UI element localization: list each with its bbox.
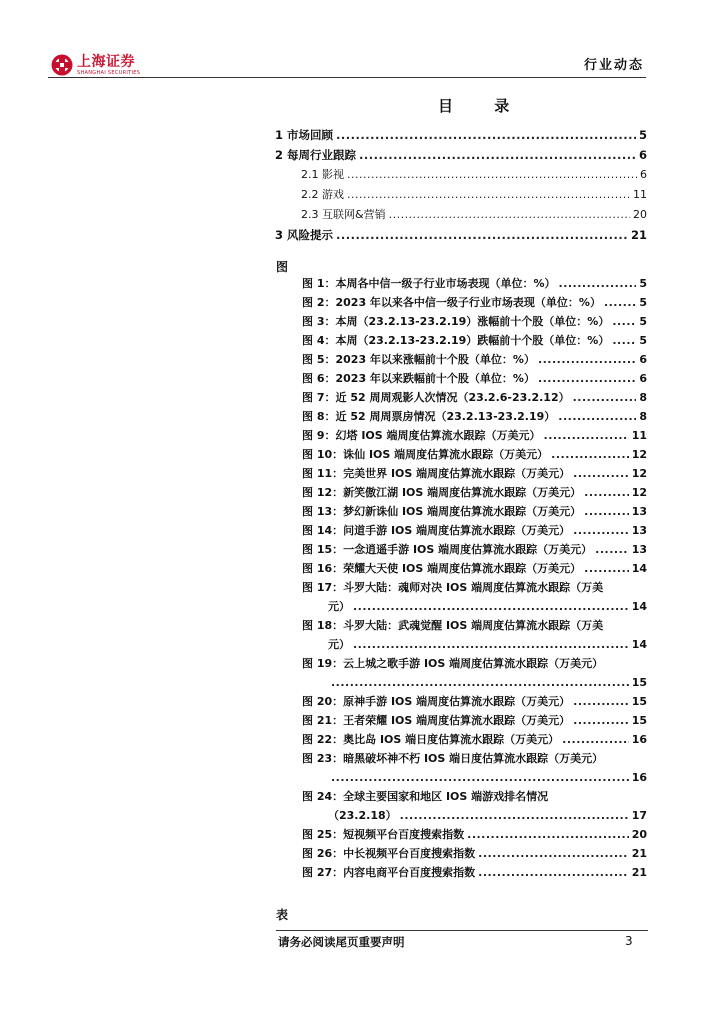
figure-row[interactable] — [302, 844, 647, 863]
figure-entry[interactable] — [302, 464, 647, 483]
figure-row[interactable] — [302, 483, 647, 502]
entry-page-number: 5 — [639, 296, 647, 309]
logo-chinese-name: 上海证券 — [77, 53, 135, 70]
dot-leader — [573, 388, 637, 407]
figure-entry[interactable] — [302, 711, 647, 730]
entry-label: 图 6：2023 年以来跌幅前十个股（单位：%） — [302, 372, 535, 385]
header-divider — [48, 77, 646, 78]
entry-label: 图 5：2023 年以来涨幅前十个股（单位：%） — [302, 353, 535, 366]
toc-entry[interactable] — [275, 125, 647, 145]
entry-page-number: 6 — [639, 372, 647, 385]
entry-page-number: 14 — [631, 562, 647, 575]
entry-label: 2 每周行业跟踪 — [275, 148, 357, 162]
entry-label: 图 25：短视频平台百度搜索指数 — [302, 828, 465, 841]
entry-label: 图 7：近 52 周周观影人次情况（23.2.6-23.2.12） — [302, 391, 570, 404]
entry-label: 元） — [328, 638, 350, 651]
figure-entry[interactable] — [302, 274, 647, 293]
figure-row[interactable] — [302, 274, 647, 293]
figure-continuation[interactable] — [302, 768, 647, 787]
entry-label: 2.3 互联网&营销 — [301, 208, 386, 221]
company-logo-icon — [50, 53, 74, 77]
entry-page-number: 13 — [631, 505, 647, 518]
dot-leader — [347, 185, 630, 205]
dot-leader — [336, 125, 636, 145]
entry-page-number: 13 — [631, 524, 647, 537]
dot-leader — [584, 502, 629, 521]
figure-entry[interactable] — [302, 616, 647, 654]
dot-leader — [353, 635, 629, 654]
dot-leader — [573, 521, 629, 540]
figure-label: 图 24：全球主要国家和地区 IOS 端游戏排名情况 — [302, 790, 549, 803]
dot-leader — [544, 426, 629, 445]
dot-leader — [558, 407, 636, 426]
page-number: 3 — [625, 934, 633, 948]
figure-entry[interactable] — [302, 369, 647, 388]
entry-label: 3 风险提示 — [275, 228, 334, 242]
figure-row[interactable] — [302, 350, 647, 369]
entry-page-number: 5 — [638, 128, 647, 142]
figure-row[interactable] — [302, 825, 647, 844]
dot-leader — [478, 863, 629, 882]
figure-entry[interactable] — [302, 863, 647, 882]
figure-row[interactable] — [302, 464, 647, 483]
toc-entry[interactable] — [275, 205, 647, 225]
figure-continuation[interactable] — [302, 673, 647, 692]
entry-label: 2.1 影视 — [301, 168, 344, 181]
figure-row[interactable] — [302, 692, 647, 711]
figure-label: 图 17：斗罗大陆：魂师对决 IOS 端周度估算流水跟踪（万美 — [302, 581, 604, 594]
entry-page-number: 6 — [639, 353, 647, 366]
entry-page-number: 14 — [631, 638, 647, 651]
dot-leader — [538, 350, 636, 369]
dot-leader — [584, 483, 629, 502]
dot-leader — [604, 293, 636, 312]
entry-label: 图 14：问道手游 IOS 端周度估算流水跟踪（万美元） — [302, 524, 571, 537]
figure-row[interactable] — [302, 388, 647, 407]
figure-entry[interactable] — [302, 521, 647, 540]
entry-page-number: 17 — [631, 809, 647, 822]
figure-continuation[interactable] — [302, 597, 647, 616]
figure-entry[interactable] — [302, 312, 647, 331]
figure-entry[interactable] — [302, 825, 647, 844]
entry-label: 图 12：新笑傲江湖 IOS 端周度估算流水跟踪（万美元） — [302, 486, 582, 499]
figure-row[interactable] — [302, 559, 647, 578]
dot-leader — [584, 559, 629, 578]
entry-label: 图 26：中长视频平台百度搜索指数 — [302, 847, 476, 860]
footer-disclaimer: 请务必阅读尾页重要声明 — [278, 935, 405, 949]
toc-entry[interactable] — [275, 165, 647, 185]
figure-entry[interactable] — [302, 540, 647, 559]
dot-leader — [353, 597, 629, 616]
figure-entry[interactable] — [302, 407, 647, 426]
figure-entry[interactable] — [302, 426, 647, 445]
entry-label: 图 2：2023 年以来各中信一级子行业市场表现（单位：%） — [302, 296, 601, 309]
entry-page-number: 16 — [631, 733, 647, 746]
figure-row[interactable] — [302, 730, 647, 749]
entry-page-number: 21 — [630, 228, 647, 242]
entry-label: 1 市场回顾 — [275, 128, 334, 142]
figure-entry[interactable] — [302, 331, 647, 350]
dot-leader — [478, 844, 629, 863]
footer-divider — [276, 930, 648, 931]
entry-page-number: 20 — [633, 208, 647, 221]
entry-page-number: 14 — [631, 600, 647, 613]
figure-label: 图 23：暗黑破坏神不朽 IOS 端日度估算流水跟踪（万美元） — [302, 752, 604, 765]
entry-label: 图 20：原神手游 IOS 端周度估算流水跟踪（万美元） — [302, 695, 571, 708]
figure-continuation[interactable] — [302, 806, 647, 825]
dot-leader — [400, 806, 629, 825]
dot-leader — [573, 711, 629, 730]
entry-label: 图 16：荣耀大天使 IOS 端周度估算流水跟踪（万美元） — [302, 562, 582, 575]
dot-leader — [359, 145, 636, 165]
entry-label: 图 15：一念逍遥手游 IOS 端周度估算流水跟踪（万美元） — [302, 543, 593, 556]
figure-entry[interactable] — [302, 293, 647, 312]
figure-entry[interactable] — [302, 559, 647, 578]
entry-label: 图 13：梦幻新诛仙 IOS 端周度估算流水跟踪（万美元） — [302, 505, 582, 518]
figure-label: 图 18：斗罗大陆：武魂觉醒 IOS 端周度估算流水跟踪（万美 — [302, 619, 604, 632]
figure-entry[interactable] — [302, 730, 647, 749]
figure-entry[interactable] — [302, 388, 647, 407]
dot-leader — [562, 730, 629, 749]
toc-entry[interactable] — [275, 225, 647, 245]
entry-page-number: 21 — [631, 866, 647, 879]
figure-list — [302, 274, 647, 882]
figure-row[interactable] — [302, 312, 647, 331]
figure-row[interactable] — [302, 293, 647, 312]
entry-page-number: 15 — [631, 714, 647, 727]
figure-entry[interactable] — [302, 445, 647, 464]
entry-page-number: 11 — [631, 429, 647, 442]
entry-label: 图 4：本周（23.2.13-23.2.19）跌幅前十个股（单位：%） — [302, 334, 610, 347]
toc-title: 目 录 — [438, 97, 528, 115]
entry-page-number: 6 — [638, 148, 647, 162]
entry-label: 图 27：内容电商平台百度搜索指数 — [302, 866, 476, 879]
page-header — [0, 0, 724, 90]
company-logo — [50, 53, 140, 77]
figure-row[interactable] — [302, 331, 647, 350]
entry-page-number: 15 — [631, 695, 647, 708]
entry-label: （23.2.18） — [328, 809, 397, 822]
figure-entry[interactable] — [302, 749, 647, 787]
entry-page-number: 12 — [631, 467, 647, 480]
entry-label: 元） — [328, 600, 350, 613]
figure-entry[interactable] — [302, 787, 647, 825]
dot-leader — [389, 205, 630, 225]
entry-label: 图 9：幻塔 IOS 端周度估算流水跟踪（万美元） — [302, 429, 541, 442]
entry-page-number: 5 — [639, 334, 647, 347]
dot-leader — [331, 768, 629, 787]
dot-leader — [595, 540, 629, 559]
dot-leader — [467, 825, 629, 844]
figure-row[interactable] — [302, 863, 647, 882]
figure-row[interactable] — [302, 711, 647, 730]
entry-label: 图 3：本周（23.2.13-23.2.19）涨幅前十个股（单位：%） — [302, 315, 610, 328]
entry-label: 图 11：完美世界 IOS 端周度估算流水跟踪（万美元） — [302, 467, 571, 480]
entry-page-number: 20 — [631, 828, 647, 841]
figure-entry[interactable] — [302, 692, 647, 711]
tables-heading: 表 — [276, 908, 289, 922]
figure-row[interactable] — [302, 407, 647, 426]
entry-label: 图 22：奥比岛 IOS 端日度估算流水跟踪（万美元） — [302, 733, 560, 746]
report-category: 行业动态 — [583, 58, 644, 73]
figure-entry[interactable] — [302, 654, 647, 692]
dot-leader — [612, 331, 636, 350]
dot-leader — [336, 225, 628, 245]
entry-page-number: 15 — [631, 676, 647, 689]
figure-entry[interactable] — [302, 483, 647, 502]
figure-row[interactable] — [302, 540, 647, 559]
entry-page-number: 11 — [633, 188, 647, 201]
dot-leader — [612, 312, 636, 331]
dot-leader — [331, 673, 629, 692]
figure-row[interactable] — [302, 426, 647, 445]
entry-label: 图 1：本周各中信一级子行业市场表现（单位：%） — [302, 277, 556, 290]
entry-page-number: 8 — [639, 410, 647, 423]
entry-page-number: 12 — [631, 448, 647, 461]
entry-page-number: 8 — [639, 391, 647, 404]
entry-page-number: 5 — [639, 315, 647, 328]
entry-page-number: 6 — [640, 168, 647, 181]
figures-heading: 图 — [276, 260, 289, 274]
figure-label: 图 19：云上城之歌手游 IOS 端周度估算流水跟踪（万美元） — [302, 657, 604, 670]
entry-page-number: 13 — [631, 543, 647, 556]
entry-label: 图 10：诛仙 IOS 端周度估算流水跟踪（万美元） — [302, 448, 549, 461]
figure-entry[interactable] — [302, 844, 647, 863]
dot-leader — [551, 445, 629, 464]
toc-entry[interactable] — [275, 145, 647, 165]
entry-page-number: 21 — [631, 847, 647, 860]
figure-continuation[interactable] — [302, 635, 647, 654]
entry-label: 图 8：近 52 周周票房情况（23.2.13-23.2.19） — [302, 410, 556, 423]
entry-page-number: 5 — [639, 277, 647, 290]
table-of-contents — [275, 125, 647, 245]
entry-page-number: 16 — [631, 771, 647, 784]
figure-entry[interactable] — [302, 578, 647, 616]
entry-label: 图 21：王者荣耀 IOS 端周度估算流水跟踪（万美元） — [302, 714, 571, 727]
dot-leader — [559, 274, 637, 293]
dot-leader — [347, 165, 637, 185]
dot-leader — [573, 464, 629, 483]
toc-entry[interactable] — [275, 185, 647, 205]
figure-entry[interactable] — [302, 502, 647, 521]
figure-row[interactable] — [302, 502, 647, 521]
figure-entry[interactable] — [302, 350, 647, 369]
dot-leader — [538, 369, 636, 388]
figure-row[interactable] — [302, 521, 647, 540]
logo-english-name: SHANGHAI SECURITIES — [77, 69, 141, 76]
figure-row[interactable] — [302, 445, 647, 464]
figure-row[interactable] — [302, 369, 647, 388]
dot-leader — [573, 692, 629, 711]
entry-page-number: 12 — [631, 486, 647, 499]
entry-label: 2.2 游戏 — [301, 188, 344, 201]
